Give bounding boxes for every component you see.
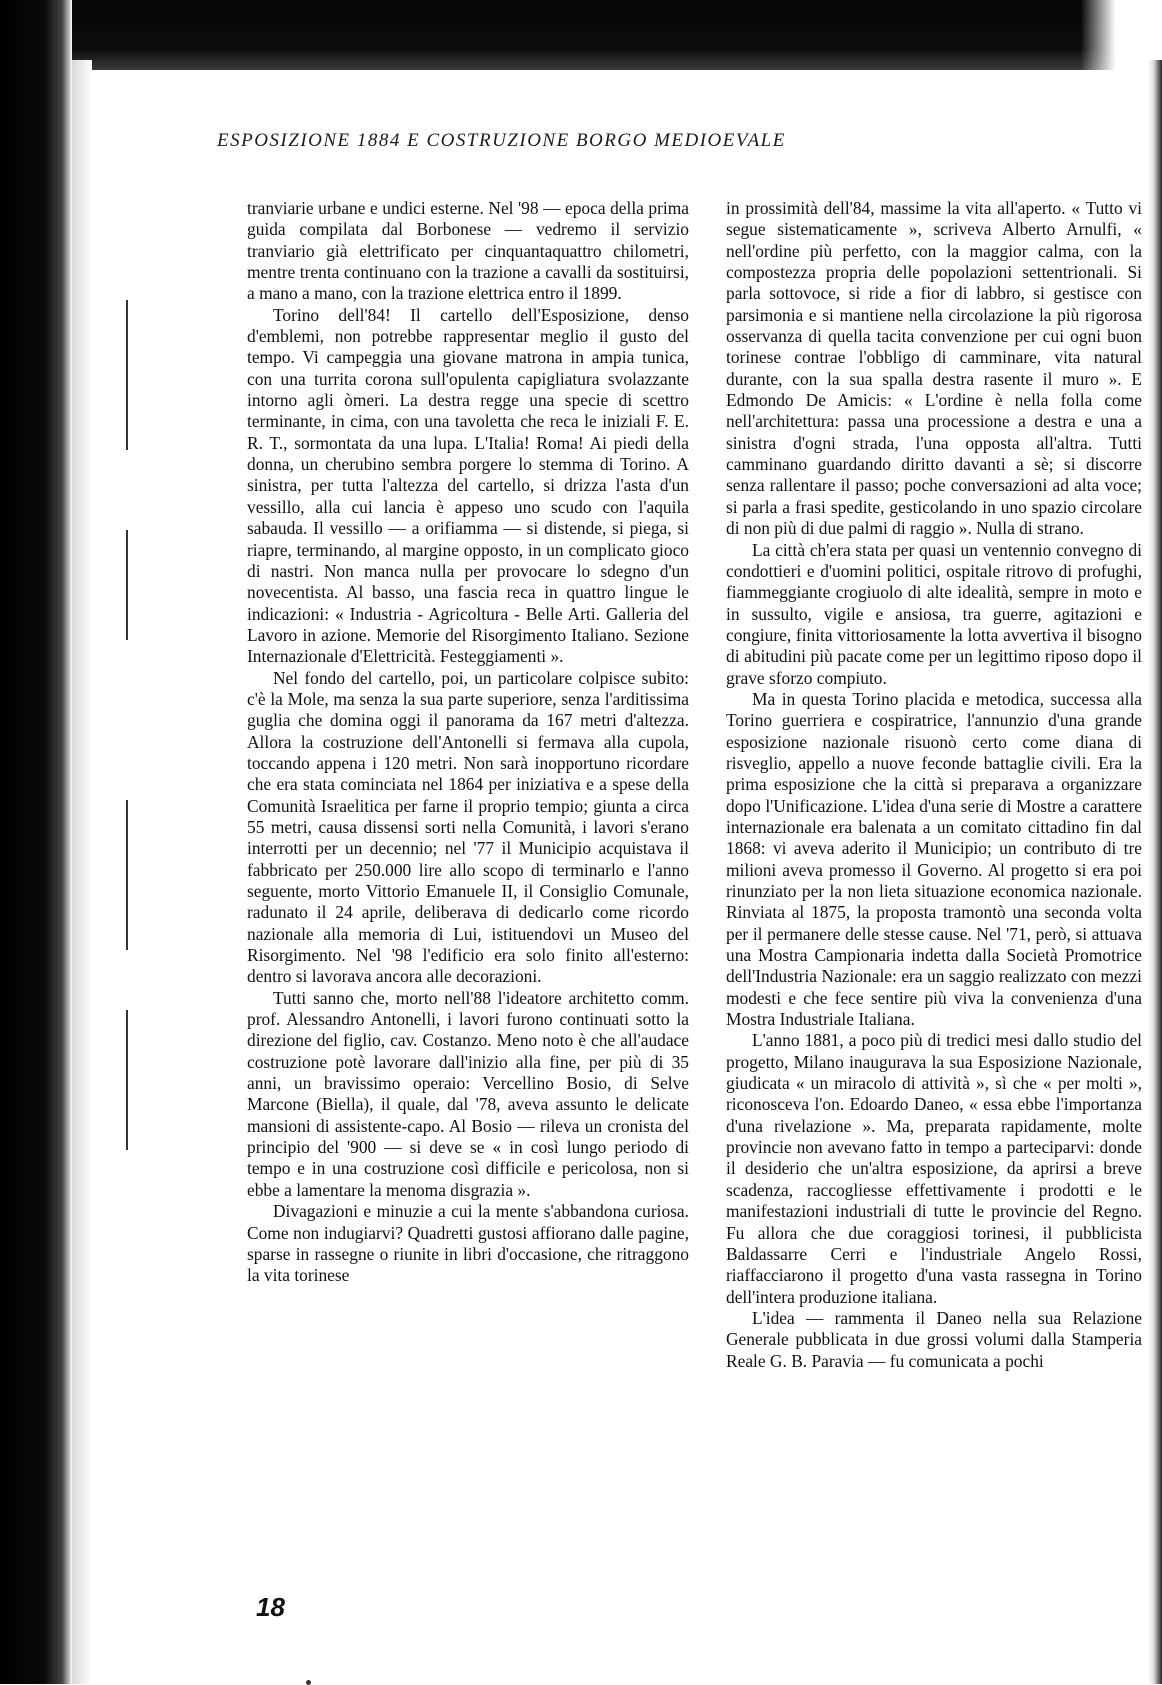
scan-border-right — [1148, 60, 1162, 1684]
paragraph: Torino dell'84! Il cartello dell'Esposizione, denso d'emblemi, non potrebbe rappresentar meglio il gusto del tempo. Vi campeggia una giovane matrona in ampia tunica, con una turrita corona sull'opulenta capigliatura svolazzante intorno agli òmeri. La destra regge una specie di scettro terminante, in cima, con una tavoletta che reca le iniziali F. E. R. T., sormontata da una lupa. L'Italia! Roma! Ai piedi della donna, un cherubino sembra porgere lo stemma di Torino. A sinistra, per tutta l'altezza del cartello, si drizza l'asta d'un vessillo, alla cui lancia è appeso uno scudo con l'aquila sabauda. Il vessillo — a orifiamma — si distende, si piega, si riapre, terminando, al margine opposto, in un complicato gioco di nastri. Non manca nulla per provocare lo sdegno d'un novecentista. Al basso, una fascia reca in quattro lingue le indicazioni: « Industria - Agricoltura - Belle Arti. Galleria del Lavoro in azione. Memorie del Risorgimento Italiano. Sezione Internazionale d'Elettricità. Festeggiamenti ». — [247, 304, 689, 667]
book-page — [92, 70, 1148, 1684]
ink-speck — [306, 1680, 311, 1685]
text-column-right — [726, 198, 1142, 1372]
scan-border-top-fade — [0, 0, 1162, 70]
text-column-left — [247, 198, 689, 1287]
paragraph: Tutti sanno che, morto nell'88 l'ideatore architetto comm. prof. Alessandro Antonelli, i lavori furono continuati sotto la direzione del figlio, cav. Costanzo. Meno noto è che all'audace costruzione potè lavorare dall'inizio alla fine, per più di 35 anni, un bravissimo operaio: Vercellino Bosio, di Selve Marcone (Biella), il quale, dal '78, aveva assunto le delicate mansioni di assistente-capo. Al Bosio — rileva un cronista del principio del '900 — si deve se « in così lungo periodo di tempo e in una costruzione così difficile e pericolosa, non si ebbe a lamentare la menoma disgrazia ». — [247, 987, 689, 1200]
paragraph: Divagazioni e minuzie a cui la mente s'abbandona curiosa. Come non indugiarvi? Quadretti gustosi affiorano dalle pagine, sparse in rassegne o riunite in libri d'occasione, che ritraggono la vita torinese — [247, 1201, 689, 1286]
paragraph: L'anno 1881, a poco più di tredici mesi dallo studio del progetto, Milano inaugurava la sua Esposizione Nazionale, giudicata « un miracolo di attività », sì che « per molti », riconosceva l'on. Edoardo Daneo, « essa ebbe l'importanza d'una rivelazione ». Ma, preparata rapidamente, molte provincie non avevano fatto in tempo a parteciparvi: donde il desiderio che un'altra esposizione, da aprirsi a breve scadenza, raccogliesse effettivamente i prodotti e le manifestazioni industriali di tutte le provincie del Regno. Fu allora che due coraggiosi torinesi, il pubblicista Baldassarre Cerri e l'industriale Angelo Rossi, riaffacciarono il progetto d'una vasta rassegna in Torino dell'intera produzione italiana. — [726, 1030, 1142, 1307]
paragraph: tranviarie urbane e undici esterne. Nel '98 — epoca della prima guida compilata dal Borbonese — vedremo il servizio tranviario già elettrificato per cinquantaquattro chilometri, mentre trenta continuano con la trazione a cavalli da sostituirsi, a mano a mano, con la trazione elettrica entro il 1899. — [247, 198, 689, 304]
paragraph: Nel fondo del cartello, poi, un particolare colpisce subito: c'è la Mole, ma senza la sua parte superiore, senza l'arditissima guglia che domina oggi il panorama da 167 metri d'altezza. Allora la costruzione dell'Antonelli si fermava alla cupola, toccando appena i 120 metri. Non sarà inopportuno ricordare che era stata cominciata nel 1864 per iniziativa e a spese della Comunità Israelitica per farne il proprio tempio; giunta a circa 55 metri, causa dissensi sorti nella Comunità, i lavori s'erano interrotti per un decennio; nel '77 il Municipio acquistava il fabbricato per 250.000 lire allo scopo di terminarlo e l'anno seguente, morto Vittorio Emanuele II, il Consiglio Comunale, radunato il 24 aprile, deliberava di dedicarlo come ricordo nazionale alla memoria di Lui, istituendovi un Museo del Risorgimento. Nel '98 l'edificio era solo finito all'esterno: dentro si lavorava ancora alle decorazioni. — [247, 667, 689, 987]
paragraph: in prossimità dell'84, massime la vita all'aperto. « Tutto vi segue sistematicamente », scriveva Alberto Arnulfi, « nell'ordine più perfetto, con la maggior calma, con la compostezza propria delle popolazioni settentrionali. Si parla sottovoce, si ride a fior di labbro, si gestisce con parsimonia e si mantiene nella circolazione la più rigorosa osservanza di quella tacita convenzione per cui ogni buon torinese contrae l'obbligo di camminare, vita natural durante, con la sua spalla destra rasente il muro ». E Edmondo De Amicis: « L'ordine è nella folla come nell'architettura: passa una processione a destra e una a sinistra d'ogni strada, l'una opposta all'altra. Tutti camminano guardando diritto davanti a sè; si discorre senza rallentare il passo; poche conversazioni ad alta voce; si parla a frasi spedite, gesticolando in uno spazio circolare di non più di due palmi di raggio ». Nulla di strano. — [726, 198, 1142, 539]
scan-border-left — [0, 0, 72, 1684]
book-gutter-shadow — [72, 60, 92, 1684]
paragraph: La città ch'era stata per quasi un ventennio convegno di condottieri e d'uomini politici, ospitale ritrovo di profughi, fiammeggiante crogiuolo di alte idealità, sempre in moto e in sussulto, vigile e ansiosa, tra guerre, agitazioni e congiure, finita vittoriosamente la lotta avvertiva il bisogno di abitudini più pacate come per un legittimo riposo dopo il grave sforzo compiuto. — [726, 539, 1142, 688]
page-number: 18 — [256, 1592, 285, 1622]
paragraph: Ma in questa Torino placida e metodica, successa alla Torino guerriera e cospiratrice, l'annunzio d'una grande esposizione nazionale risuonò certo come diana di risveglio, appello a nuove feconde battaglie civili. Era la prima esposizione che la città si preparava a organizzare dopo l'Unificazione. L'idea d'una serie di Mostre a carattere internazionale era balenata a un comitato cittadino fin dal 1868: vi aveva aderito il Municipio; un contributo di tre milioni aveva promesso il Governo. Al progetto si era poi rinunziato per la non lieta situazione economica nazionale. Rinviata al 1875, la proposta tramontò una seconda volta per il permanere delle stesse cause. Nel '71, però, si attuava una Mostra Campionaria indetta dalla Società Promotrice dell'Industria Nazionale: era un saggio realizzato con mezzi modesti e che fece sentire più viva la convenienza d'una Mostra Industriale Italiana. — [726, 688, 1142, 1030]
running-header: ESPOSIZIONE 1884 E COSTRUZIONE BORGO MEDIOEVALE — [217, 130, 786, 151]
paragraph: L'idea — rammenta il Daneo nella sua Relazione Generale pubblicata in due grossi volumi dalla Stamperia Reale G. B. Paravia — fu comunicata a pochi — [726, 1307, 1142, 1371]
